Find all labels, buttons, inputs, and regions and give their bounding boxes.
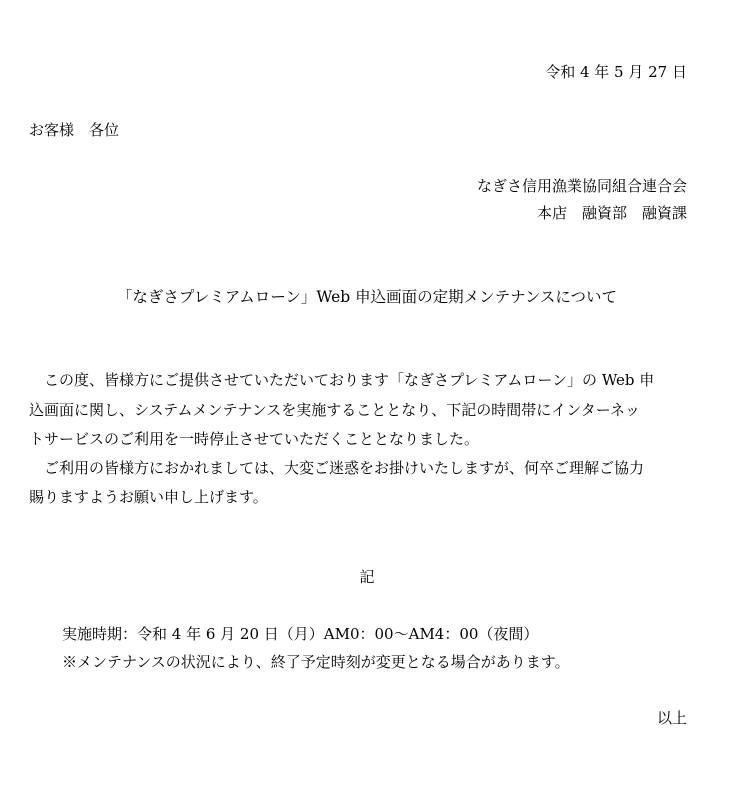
sender-department: 本店 融資部 融資課	[536, 204, 687, 222]
recipient-greeting: お客様 各位	[29, 121, 120, 139]
body-paragraph-line: この度、皆様方にご提供させていただいております「なぎさプレミアムローン」の Web 申	[29, 371, 655, 389]
body-paragraph-line: トサービスのご利用を一時停止させていただくこととなりました。	[29, 430, 480, 448]
body-paragraph-line: 賜りますようお願い申し上げます。	[29, 488, 268, 506]
maintenance-note: ※メンテナンスの状況により、終了予定時刻が変更となる場合があります。	[62, 653, 570, 671]
body-paragraph-line: ご利用の皆様方におかれましては、大変ご迷惑をお掛けいたしますが、何卒ご理解ご協力	[29, 459, 645, 477]
letter-date: 令和 4 年 5 月 27 日	[545, 63, 687, 81]
ki-heading: 記	[359, 568, 375, 586]
letter-subject: 「なぎさプレミアムローン」Web 申込画面の定期メンテナンスについて	[116, 288, 618, 306]
maintenance-schedule: 実施時期：令和 4 年 6 月 20 日（月）AM0：00～AM4：00（夜間）	[62, 625, 539, 643]
closing-ijo: 以上	[656, 709, 687, 727]
sender-organization: なぎさ信用漁業協同組合連合会	[476, 177, 687, 195]
body-paragraph-line: 込画面に関し、システムメンテナンスを実施することとなり、下記の時間帯にインターネッ	[29, 401, 640, 419]
